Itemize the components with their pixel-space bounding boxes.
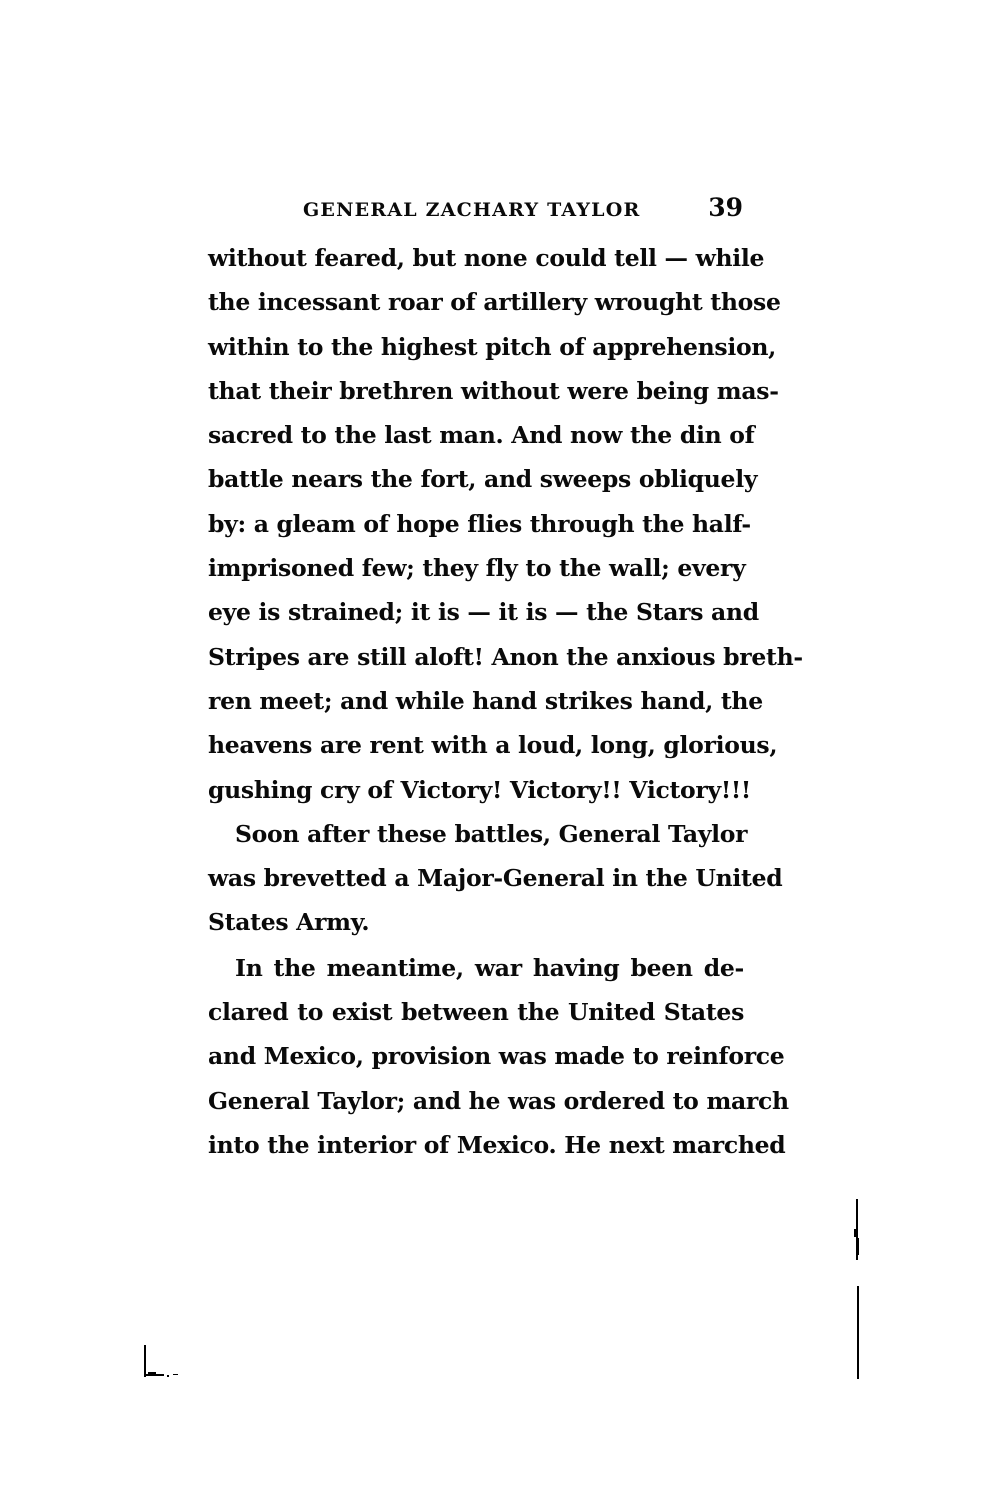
text-line: ren meet; and while hand strikes hand, the [208, 686, 763, 715]
text-line: that their brethren without were being mas- [208, 376, 779, 405]
scan-corner-mark [173, 1374, 178, 1375]
text-line: within to the highest pitch of apprehension, [208, 332, 777, 361]
page-number: 39 [708, 193, 743, 222]
scan-mark-line [857, 1238, 859, 1255]
text-line: Stripes are still aloft! Anon the anxious breth- [208, 642, 803, 671]
scan-corner-mark [144, 1345, 146, 1377]
scan-corner-mark [148, 1372, 156, 1374]
text-line: imprisoned few; they fly to the wall; every [208, 554, 746, 583]
text-line: sacred to the last man. And now the din of [208, 421, 755, 450]
text-line: General Taylor; and he was ordered to march [208, 1086, 789, 1115]
text-line: the incessant roar of artillery wrought those [208, 288, 781, 317]
text-line: was brevetted a Major-General in the United [208, 864, 783, 893]
text-line: gushing cry of Victory! Victory!! Victory!!! [208, 775, 751, 804]
scan-mark-line [854, 1229, 857, 1237]
running-title: GENERAL ZACHARY TAYLOR [303, 199, 641, 221]
paragraph [208, 946, 789, 1167]
scan-corner-mark [167, 1375, 169, 1377]
paragraph [208, 812, 783, 945]
running-head [300, 193, 745, 227]
text-line: Soon after these battles, General Taylor [235, 819, 748, 848]
body-text [208, 236, 803, 1167]
text-line: into the interior of Mexico. He next marched [208, 1130, 786, 1159]
text-line: heavens are rent with a loud, long, glorious, [208, 731, 778, 760]
text-line: by: a gleam of hope flies through the half- [208, 509, 751, 538]
text-line: In the meantime, war having been de- [235, 953, 744, 982]
text-line: clared to exist between the United States [208, 998, 744, 1027]
text-line: States Army. [208, 908, 370, 937]
paragraph [208, 236, 803, 812]
scan-corner-mark [144, 1374, 164, 1376]
text-line: battle nears the fort, and sweeps obliquely [208, 465, 758, 494]
text-line: without feared, but none could tell — while [208, 244, 765, 272]
text-line: and Mexico, provision was made to reinforce [208, 1042, 785, 1071]
text-line: eye is strained; it is — it is — the Stars and [208, 598, 759, 627]
scan-mark-line [857, 1286, 859, 1379]
